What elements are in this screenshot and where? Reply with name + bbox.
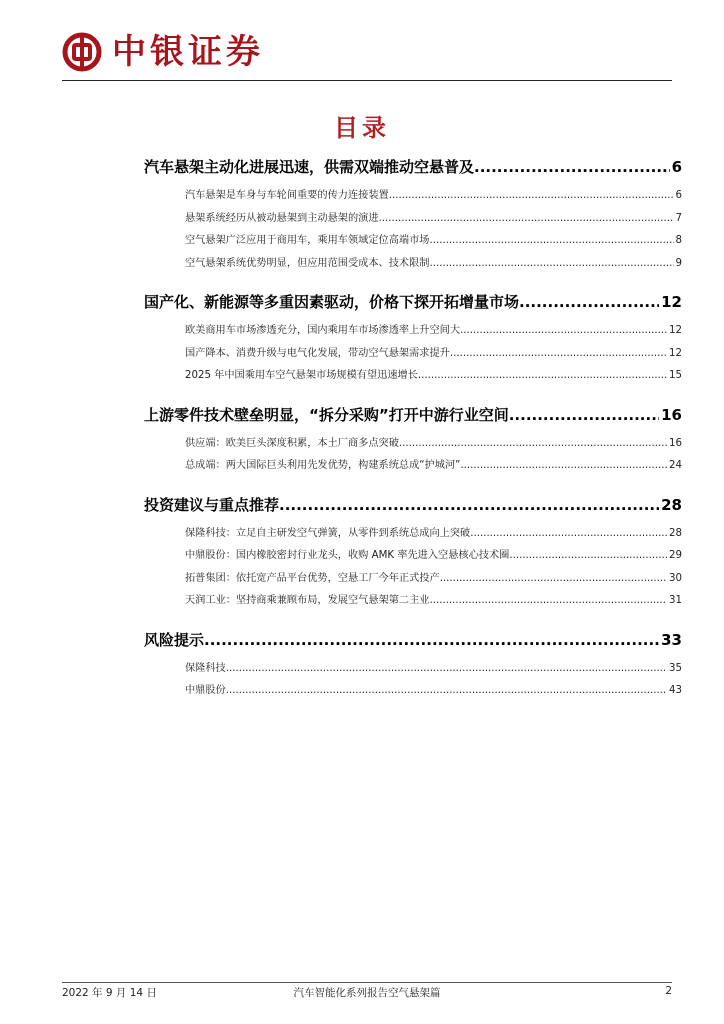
toc-entry-title: 保隆科技：立足自主研发空气弹簧，从零件到系统总成向上突破: [185, 527, 471, 539]
toc-entry-title: 国产降本、消费升级与电气化发展，带动空气悬架需求提升: [185, 347, 450, 359]
brand-name: 中银证券: [112, 32, 264, 72]
toc-entry[interactable]: [144, 208, 682, 231]
report-date: 2022 年 9 月 14 日: [62, 987, 157, 999]
toc-entry-title: 空气悬架系统优势明显，但应用范围受成本、技术限制: [185, 257, 430, 269]
toc-entry-title: 中鼎股份：国内橡胶密封行业龙头，收购 AMK 率先进入空悬核心技术圈: [185, 550, 510, 561]
toc-entry[interactable]: [144, 545, 682, 568]
toc-entry[interactable]: [144, 185, 682, 208]
toc-entry-title: 悬架系统经历从被动悬架到主动悬架的演进: [185, 212, 379, 224]
toc-section-page: 28: [661, 495, 682, 514]
toc-section-title: 风险提示: [144, 630, 205, 649]
footer-divider: [62, 982, 672, 983]
dot-leader: [430, 590, 668, 613]
dot-leader: [226, 680, 667, 703]
toc-section-page: 33: [661, 630, 682, 649]
toc-entry[interactable]: [144, 343, 682, 366]
toc-entry-page: 7: [675, 212, 682, 224]
toc-entry[interactable]: [144, 523, 682, 546]
dot-leader: [470, 523, 667, 546]
toc-section[interactable]: [144, 150, 682, 185]
dot-leader: [279, 488, 659, 523]
toc-entry-title: 中鼎股份: [185, 685, 226, 696]
toc-entry[interactable]: [144, 320, 682, 343]
toc-entry-title: 空气悬架广泛应用于商用车，乘用车领域定位高端市场: [185, 235, 430, 246]
dot-leader: [450, 343, 667, 366]
toc-entry-page: 12: [669, 347, 682, 359]
dot-leader: [519, 285, 659, 320]
toc-entry[interactable]: [144, 253, 682, 276]
toc-entry-page: 24: [669, 460, 682, 471]
toc-entry[interactable]: [144, 455, 682, 478]
toc-entry-page: 9: [675, 257, 682, 269]
dot-leader: [226, 658, 667, 681]
toc-entry[interactable]: [144, 365, 682, 388]
page-footer: [62, 985, 672, 999]
toc-entry-page: 15: [669, 370, 682, 381]
toc-title: 目录: [334, 114, 390, 142]
toc-section-title: 汽车悬架主动化进展迅速，供需双端推动空悬普及: [144, 158, 475, 176]
toc-entry-page: 31: [669, 595, 682, 606]
dot-leader: [440, 568, 667, 591]
dot-leader: [509, 398, 659, 433]
page-number: 2: [665, 985, 672, 997]
toc-section-title: 上游零件技术壁垒明显，“拆分采购”打开中游行业空间: [144, 405, 509, 424]
toc-entry[interactable]: [144, 590, 682, 613]
toc-entry-page: 29: [669, 550, 682, 561]
toc-entry-title: 天润工业：坚持商乘兼顾布局，发展空气悬架第二主业: [185, 595, 430, 606]
dot-leader: [430, 230, 674, 253]
toc-entry[interactable]: [144, 658, 682, 681]
toc-section[interactable]: [144, 285, 682, 320]
toc-section[interactable]: [144, 398, 682, 433]
toc-entry-page: 12: [669, 325, 682, 336]
dot-leader: [474, 150, 670, 185]
toc-entry-title: 保隆科技: [185, 662, 226, 674]
toc-entry[interactable]: [144, 680, 682, 703]
toc-entry-title: 拓普集团：依托宽产品平台优势，空悬工厂今年正式投产: [185, 572, 440, 584]
dot-leader: [389, 185, 674, 208]
toc-entry-title: 总成端：两大国际巨头利用先发优势，构建系统总成“护城河”: [185, 460, 461, 471]
toc-entry-page: 43: [669, 685, 682, 696]
toc-entry[interactable]: [144, 433, 682, 456]
toc-entry-title: 供应端：欧美巨头深度积累，本土厂商多点突破: [185, 437, 399, 449]
toc-entry-page: 16: [669, 437, 682, 449]
dot-leader: [379, 208, 674, 231]
toc-entry-title: 2025 年中国乘用车空气悬架市场规模有望迅速增长: [185, 370, 418, 381]
dot-leader: [460, 320, 667, 343]
toc-entry[interactable]: [144, 230, 682, 253]
toc-entry-title: 欧美商用车市场渗透充分，国内乘用车市场渗透率上升空间大: [185, 325, 461, 336]
report-series: 汽车智能化系列报告空气悬架篇: [293, 987, 441, 999]
boc-logo-icon: [62, 32, 102, 72]
report-header: [62, 30, 264, 74]
dot-leader: [430, 253, 674, 276]
dot-leader: [418, 365, 667, 388]
toc-section[interactable]: [144, 488, 682, 523]
toc-entry-page: 35: [669, 662, 682, 674]
dot-leader: [460, 455, 667, 478]
table-of-contents: [144, 150, 682, 703]
header-divider: [62, 80, 672, 81]
toc-section-page: 16: [661, 405, 682, 424]
toc-section-page: 6: [671, 158, 682, 176]
dot-leader: [399, 433, 667, 456]
toc-section-title: 投资建议与重点推荐: [144, 495, 280, 514]
toc-entry-page: 28: [669, 527, 682, 539]
toc-entry-page: 6: [675, 190, 682, 201]
dot-leader: [509, 545, 667, 568]
toc-entry-page: 30: [669, 572, 682, 584]
toc-entry[interactable]: [144, 568, 682, 591]
dot-leader: [204, 623, 659, 658]
toc-entry-page: 8: [675, 235, 682, 246]
toc-section-page: 12: [661, 293, 682, 311]
toc-section-title: 国产化、新能源等多重因素驱动，价格下探开拓增量市场: [144, 293, 520, 311]
toc-entry-title: 汽车悬架是车身与车轮间重要的传力连接装置: [185, 190, 389, 201]
toc-section[interactable]: [144, 623, 682, 658]
